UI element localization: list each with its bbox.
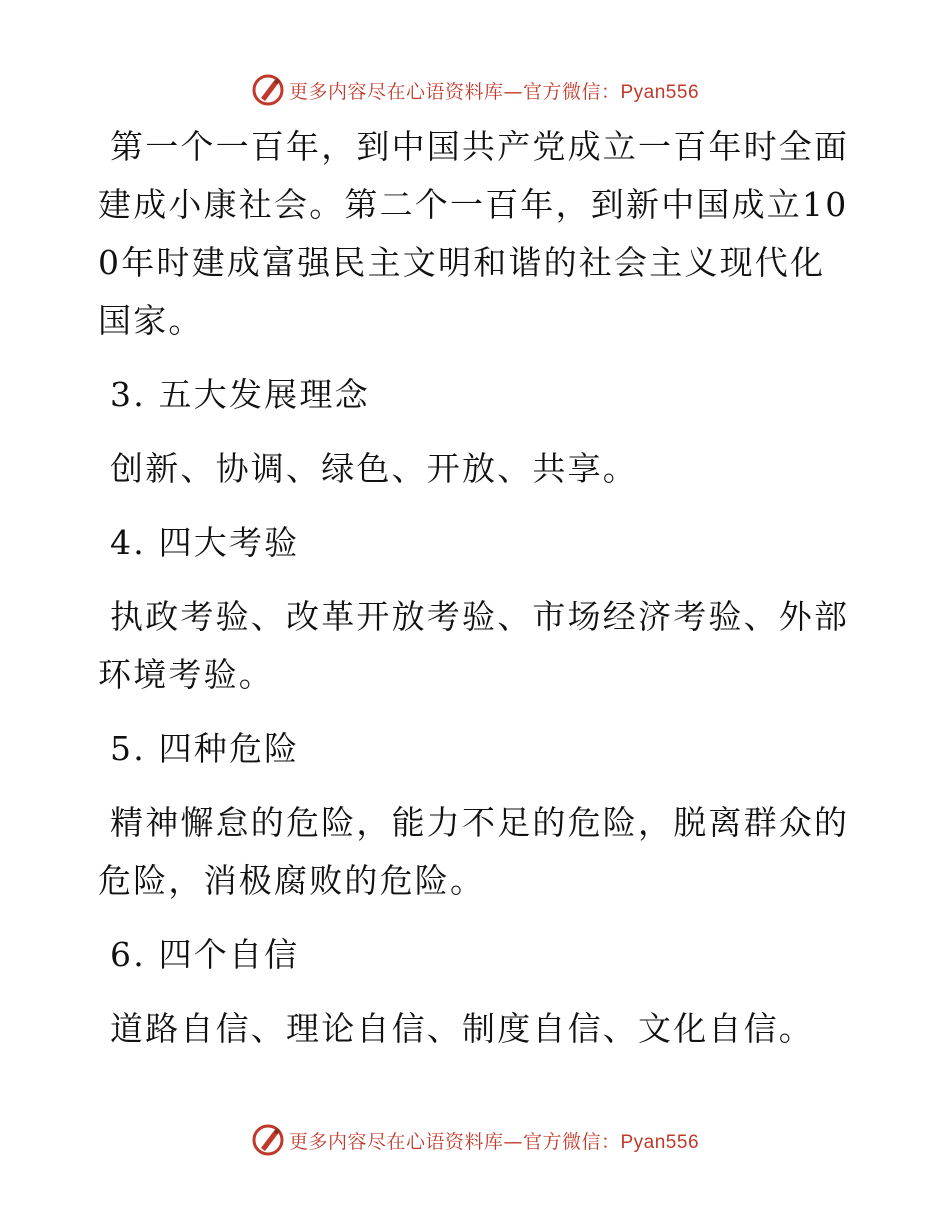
paragraph-four-confidences: 道路自信、理论自信、制度自信、文化自信。 (110, 1009, 814, 1048)
heading-four-confidences: 6. 四个自信 (110, 935, 300, 974)
logo-pen-icon (251, 1123, 285, 1157)
banner-text: 更多内容尽在心语资料库—官方微信：Pyan556 (288, 80, 700, 103)
paragraph-five-concepts: 创新、协调、绿色、开放、共享。 (110, 449, 638, 488)
document-body (98, 118, 858, 1058)
header-banner (0, 70, 950, 110)
banner-wechat-id: Pyan556 (620, 81, 700, 103)
banner-text: 更多内容尽在心语资料库—官方微信：Pyan556 (288, 1130, 700, 1153)
paragraph-four-tests: 执政考验、改革开放考验、市场经济考验、外部环境考验。 (98, 597, 850, 694)
heading-four-dangers: 5. 四种危险 (110, 729, 300, 768)
banner-wechat-id: Pyan556 (620, 1131, 700, 1153)
paragraph-hundred-years: 第一个一百年，到中国共产党成立一百年时全面建成小康社会。第二个一百年，到新中国成立100年时建成富强民主文明和谐的社会主义现代化国家。 (98, 127, 850, 340)
paragraph-four-dangers: 精神懈怠的危险，能力不足的危险，脱离群众的危险，消极腐败的危险。 (98, 803, 850, 900)
heading-four-tests: 4. 四大考验 (110, 523, 300, 562)
heading-five-concepts: 3. 五大发展理念 (110, 375, 370, 414)
logo-pen-icon (251, 73, 285, 107)
footer-banner (0, 1120, 950, 1160)
